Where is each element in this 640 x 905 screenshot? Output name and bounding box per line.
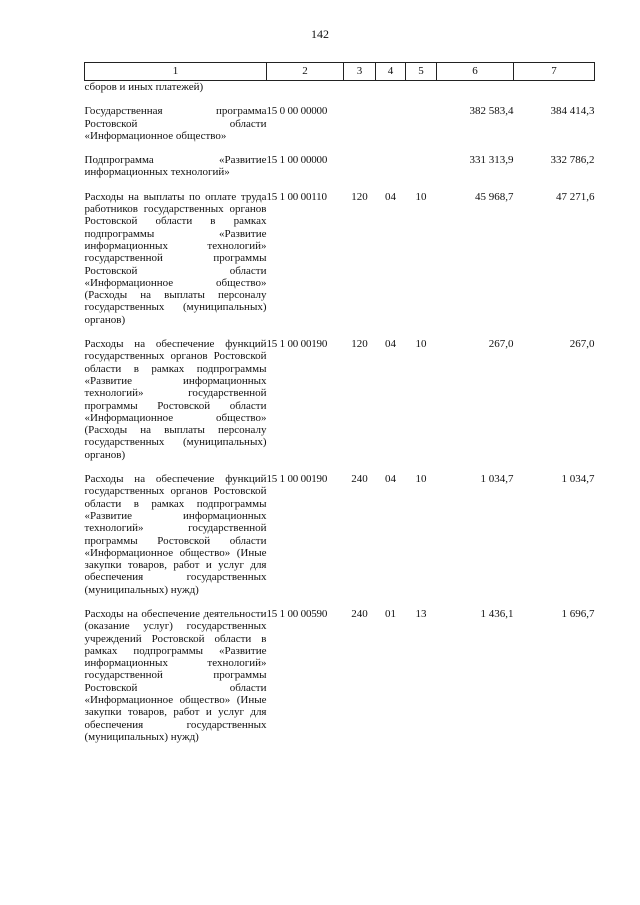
table-header-row [85, 63, 595, 81]
row-amount-1: 331 313,9 [469, 154, 514, 167]
row-rz [376, 154, 406, 179]
row-amount-1: 1 436,1 [480, 607, 514, 620]
row-vr [344, 154, 376, 179]
row-name: Расходы на обеспечение деятельности (оказание услуг) государственных учреждений Ростовской области в рамках подпрограммы «Развитие информационных технологий» государственной программы Ростовской области «Информационное общество» (Иные закупки товаров, работ и услуг для обеспечения государственных (муниципальных) нужд) [84, 607, 267, 743]
column-header: 6 [437, 63, 514, 81]
row-amount-2: 384 414,3 [550, 105, 595, 118]
table-row [85, 473, 595, 596]
budget-table [84, 62, 595, 743]
row-vr: 240 [351, 473, 368, 486]
row-amount-2: 47 271,6 [556, 190, 595, 203]
row-amount-2: 1 034,7 [561, 473, 595, 486]
row-amount-1: 1 034,7 [480, 473, 514, 486]
row-code: 15 1 00 00190 [266, 473, 328, 486]
row-name: Подпрограмма «Развитие информационных технологий» [84, 154, 267, 179]
page-number: 142 [311, 27, 329, 41]
row-amount-1: 382 583,4 [469, 105, 514, 118]
table-row [85, 81, 595, 94]
row-rz: 01 [385, 607, 396, 620]
column-header: 1 [85, 63, 267, 81]
row-pr: 10 [415, 338, 427, 351]
row-vr [344, 105, 376, 142]
row-code: 15 1 00 00110 [266, 190, 327, 203]
column-header: 3 [344, 63, 376, 81]
row-name: Расходы на обеспечение функций государственных органов Ростовской области в рамках подпрограммы «Развитие информационных технологий» государственной программы Ростовской области «Информационное общество» (Иные закупки товаров, работ и услуг для обеспечения государственных (муниципальных) нужд) [84, 473, 267, 596]
row-pr [406, 154, 437, 179]
column-header: 2 [267, 63, 344, 81]
row-rz: 04 [385, 190, 396, 203]
row-name: сборов и иных платежей) [84, 81, 204, 93]
row-code: 15 1 00 00190 [266, 338, 328, 351]
table-row [85, 105, 595, 142]
row-code: 15 0 00 00000 [266, 105, 328, 118]
row-vr: 120 [351, 338, 368, 351]
row-amount-1: 267,0 [488, 338, 514, 351]
column-header: 5 [406, 63, 437, 81]
row-code: 15 1 00 00590 [266, 607, 328, 620]
column-header: 4 [376, 63, 406, 81]
row-rz [376, 105, 406, 142]
table-row [85, 154, 595, 179]
table-row [85, 608, 595, 743]
row-amount-1: 45 968,7 [475, 190, 514, 203]
table-row [85, 338, 595, 461]
row-pr: 10 [415, 473, 427, 486]
row-amount-2: 332 786,2 [550, 154, 595, 167]
row-amount-2: 1 696,7 [561, 607, 595, 620]
row-name: Государственная программа Ростовской области «Информационное общество» [84, 105, 267, 142]
row-vr: 120 [351, 190, 368, 203]
row-pr: 13 [415, 607, 427, 620]
row-pr: 10 [415, 190, 427, 203]
table-row [85, 191, 595, 326]
row-name: Расходы на обеспечение функций государственных органов Ростовской области в рамках подпрограммы «Развитие информационных технологий» государственной программы Ростовской области «Информационное общество» (Расходы на выплаты персоналу государственных (муниципальных) органов) [84, 338, 267, 461]
row-rz: 04 [385, 473, 396, 486]
row-code: 15 1 00 00000 [266, 154, 328, 167]
row-name: Расходы на выплаты по оплате труда работников государственных органов Ростовской области в рамках подпрограммы «Развитие информационных технологий» государственной программы Ростовской области «Информационное общество» (Расходы на выплаты персоналу государственных (муниципальных) органов) [84, 190, 267, 326]
row-amount-2: 267,0 [569, 338, 595, 351]
row-vr: 240 [351, 607, 368, 620]
column-header: 7 [514, 63, 595, 81]
row-pr [406, 105, 437, 142]
row-rz: 04 [385, 338, 396, 351]
